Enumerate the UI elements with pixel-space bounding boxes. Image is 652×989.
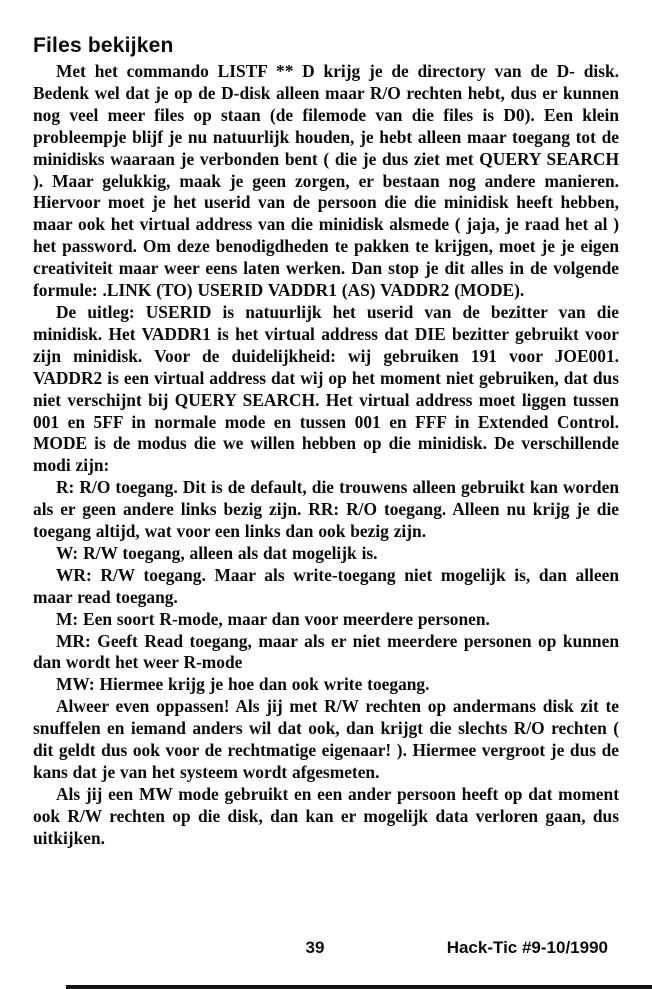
body-paragraph: De uitleg: USERID is natuurlijk het userid van de bezitter van die minidisk. Het VADDR1 is het virtual address dat DIE bezitter gebruikt voor zijn minidisk. Voor de duidelijkheid: wij gebruiken 191 voor JOE001. VADDR2 is een virtual address dat wij op het moment niet gebruiken, dat dus niet verschijnt bij QUERY SEARCH. Het virtual address moet liggen tussen 001 en 5FF in normale mode en tussen 001 en FFF in Extended Control. MODE is de modus die we willen hebben op die minidisk. De verschillende modi zijn: xyxy=(33,301,619,476)
body-paragraph: MW: Hiermee krijg je hoe dan ook write toegang. xyxy=(56,674,430,695)
scan-edge-artifact xyxy=(66,985,652,989)
body-paragraph: R: R/O toegang. Dit is de default, die trouwens alleen gebruikt kan worden als er geen andere links bezig zijn. RR: R/O toegang. Alleen nu krijg je die toegang altijd, wat voor een links dan ook bezig zijn. xyxy=(33,477,619,542)
body-paragraph: Met het commando LISTF ** D krijg je de directory van de D- disk. Bedenk wel dat je op de D-disk alleen maar R/O rechten hebt, dus er kunnen nog veel meer files op staan (de filemode van die files is D0). Een klein probleempje blijf je nu natuurlijk houden, je hebt alleen maar toegang tot de minidisks waaraan je verbonden bent ( die je dus ziet met QUERY SEARCH ). Maar gelukkig, maak je geen zorgen, er bestaan nog andere manieren. Hiervoor moet je het userid van de persoon die die minidisk heeft hebben, maar ook het virtual address van die minidisk alsmede ( jaja, je raad het al ) het password. Om deze benodigdheden te pakken te krijgen, moet je je eigen creativiteit maar weer eens laten werken. Dan stop je dit alles in de volgende formule: .LINK (TO) USERID VADDR1 (AS) VADDR2 (MODE). xyxy=(33,61,619,301)
body-paragraph: MR: Geeft Read toegang, maar als er niet meerdere personen op kunnen dan wordt het weer R-mode xyxy=(33,630,619,673)
body-paragraph: Als jij een MW mode gebruikt en een ander persoon heeft op dat moment ook R/W rechten op die disk, dan kan er mogelijk data verloren gaan, dus uitkijken. xyxy=(33,783,619,848)
body-paragraph: WR: R/W toegang. Maar als write-toegang niet mogelijk is, dan alleen maar read toegang. xyxy=(33,564,619,607)
article-title: Files bekijken xyxy=(33,34,174,57)
article-body xyxy=(33,34,619,850)
magazine-issue-label: Hack-Tic #9-10/1990 xyxy=(446,938,608,957)
body-paragraph: W: R/W toegang, alleen als dat mogelijk is. xyxy=(56,542,378,563)
page-number: 39 xyxy=(305,938,325,957)
body-paragraph: M: Een soort R-mode, maar dan voor meerdere personen. xyxy=(56,608,490,629)
body-paragraph: Alweer even oppassen! Als jij met R/W rechten op andermans disk zit te snuffelen en iemand anders wil dat ook, dan krijgt die slechts R/O rechten ( dit geldt dus ook voor de rechtmatige eigenaar! ). Hiermee vergroot je dus de kans dat je van het systeem wordt afgesmeten. xyxy=(33,696,619,782)
